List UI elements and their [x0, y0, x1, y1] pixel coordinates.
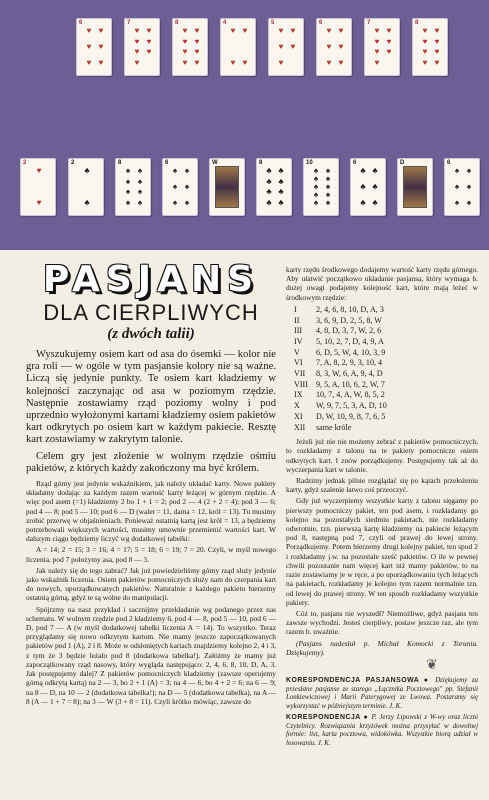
suit-icon: ♣ [278, 197, 284, 207]
row-number: IV [294, 336, 303, 346]
suit-icon: ♥ [374, 36, 380, 46]
suit-icon: ♥ [36, 166, 42, 175]
row-values: 6, D, 5, W, 4, 10, 3, 9 [316, 347, 386, 357]
suit-icon: ♥ [194, 26, 200, 35]
playing-card [397, 158, 433, 216]
playing-card [115, 158, 151, 216]
playing-card [256, 158, 292, 216]
suit-icon: ♥ [338, 26, 344, 35]
body-paragraph: A = 14; 2 = 15; 3 = 16; 4 = 17; 5 = 18; 6 = 19; 7 = 20. Czyli, w myśl nowego liczenia, pod 7 położymy asa, pod 8 — 3. [26, 545, 276, 564]
page-title: PASJANS [42, 259, 260, 300]
playing-card [444, 158, 480, 216]
row-number: V [294, 347, 300, 357]
card-pips [76, 167, 98, 207]
table-row [294, 348, 478, 359]
playing-card [162, 158, 198, 216]
playing-card [412, 18, 448, 76]
suit-icon: ♥ [422, 36, 428, 46]
body-paragraph: Jeżeli już nie nie możemy zebrać z pakietów pomocniczych, to rozkładamy z talonu na te pakiety pomocnicze osiem odkrytych kart. I znów porządkujemy. Postępujemy tak aż do wyczerpania kart w talonie. [286, 437, 478, 474]
card-index: 7 [367, 20, 371, 26]
suit-icon: ♠ [325, 174, 331, 183]
card-index: 2 [23, 160, 27, 166]
suit-icon: ♣ [278, 187, 284, 197]
row-number: X [294, 401, 300, 411]
suit-icon: ♠ [466, 182, 472, 191]
suit-icon: ♠ [172, 182, 178, 191]
suit-icon: ♥ [374, 47, 380, 57]
flower-ornament-icon: ❦ [426, 657, 438, 673]
card-index: 10 [306, 160, 313, 166]
suit-icon: ♠ [184, 166, 190, 175]
suit-icon: ♥ [182, 36, 188, 46]
card-pips [358, 167, 380, 207]
suit-icon: ♥ [386, 26, 392, 35]
suit-icon: ♥ [98, 58, 104, 67]
right-column [286, 265, 478, 752]
suit-icon: ♥ [434, 47, 440, 57]
table-row [294, 316, 478, 327]
card-index: 6 [353, 160, 357, 166]
suit-icon: ♣ [360, 166, 366, 175]
suit-icon: ♠ [454, 182, 460, 191]
suit-icon: ♣ [360, 198, 366, 207]
suit-icon: ♥ [36, 198, 42, 207]
correspondence-text: ● P. Jerzy Lipowski z W-wy oraz liczni Czytelnicy. Rozwiązania krzyżówek można przysyłać w dowolnej formie: list, karta pocztowa, widokówka. Wszystkie biorą udział w losowaniu. J. K. [286, 714, 478, 748]
suit-icon: ♥ [278, 26, 284, 35]
card-pips [123, 167, 145, 207]
row-values: 7, A, 8, 2, 9, 3, 10, 4 [316, 358, 383, 368]
suit-icon: ♠ [466, 198, 472, 207]
suit-icon: ♠ [325, 198, 331, 207]
playing-card [364, 18, 400, 76]
playing-card [209, 158, 245, 216]
suit-icon: ♥ [374, 57, 380, 67]
card-pips [28, 167, 50, 207]
card-index: 6 [165, 160, 169, 166]
row-number: IX [294, 390, 303, 400]
card-pips [180, 27, 202, 67]
suit-icon: ♠ [125, 197, 131, 207]
suit-icon: ♠ [172, 166, 178, 175]
body-paragraph: Cóż to, pasjans nie wyszedł? Niemożliwe, gdyż pasjans ten zawsze wychodzi. Jesteś cierpliwy, postaw jeszcze raz, ale tym razem b. uważnie. [286, 608, 478, 637]
left-column [26, 349, 276, 708]
sequence-table [294, 305, 478, 433]
body-paragraph: karty rzędu środkowego dodajemy wartość karty rzędu górnego. Aby ułatwić początkowo układanie pasjansa, który wymaga b. dużej uwagi podajemy kolejność kart, które mają leżeć w środkowym rzędzie: [286, 265, 478, 302]
correspondence-text: ● Dziękujemy za przesłane pasjanse ze starego „Łącznika Pocztowego" pp. Stefanii Lonkiewiczowej i Marii Paterygowej ze Lwowa. Postaramy się wykorzystać w późniejszym terminie. J. K. [286, 676, 478, 710]
suit-icon: ♥ [134, 26, 140, 35]
suit-icon: ♥ [374, 26, 380, 35]
suit-icon: ♣ [84, 198, 90, 207]
card-index: 4 [223, 20, 227, 26]
suit-icon: ♣ [266, 197, 272, 207]
card-index: 7 [127, 20, 131, 26]
subtitle-note: (z dwóch talii) [107, 326, 195, 342]
suit-icon: ♥ [194, 57, 200, 67]
body-paragraph: Radzimy jednak pilnie rozglądać się po kątach przełożeniu karty, gdyż szalenie łatwo coś przeoczyć. [286, 476, 478, 495]
body-paragraph: Spójrzmy na nasz przykład i sacznijmy przekładanie wg podanego przez nas schematu. W wolnym rzędzie pod 2 kładziemy 6, pod 4 — 8, pod 5 — 10, pod 6 — D, pod 7 — A (w myśl dodatkowej tabelki liczenia A = 14). To wszystko. Teraz przyglądamy się nowo odkrytym kartom. Nie mamy jeszcze zapoczątkowanych pakietów pod 1 (A), 2 i 8. Może w odsłoniętych kartach znajdziemy kolejno 2, 4 i 3, z tym że 3 będzie leżało pod 8 (dodatkowa tabelka!). Załóżmy że mamy już zapoczątkowany rząd nasowy, który wygląda następująco: 2, 4, 6, 8, 10, D, A, 3. Jak postępujemy dalej? Z pakietów pomocniczych kładziemy (zawsze operujemy górną odkrytą kartą) na 2 — 3, bo 2 + 1 (A) = 3; na 4 — 6, bo 4 + 2 = 6; na 6 — 9; na 8 — D, na 10 — 2 (dodatkowa tabelka!); na D — 5 (dodatkowa tabelka), na A — 8 (A — 1 + 7 = 8); na 3 — W (3 + 8 = 11). Czyli krótko mówiąc, zawsze do [26, 604, 276, 706]
suit-icon: ♣ [266, 176, 272, 186]
playing-card [268, 18, 304, 76]
row-values: 5, 10, 2, 7, D, 4, 9, A [316, 336, 384, 346]
suit-icon: ♥ [146, 36, 152, 46]
lead-paragraph: Celem gry jest złożenie w wolnym rzędzie ośmiu pakietów, z których każdy zakończony ma być królem. [26, 450, 276, 474]
card-index: 8 [415, 20, 419, 26]
card-pips [132, 27, 154, 67]
lead-paragraphs [26, 349, 276, 475]
suit-icon: ♠ [313, 166, 319, 175]
card-index: 6 [79, 20, 83, 26]
card-pips [170, 167, 192, 207]
suit-icon: ♥ [338, 42, 344, 51]
card-index: 8 [259, 160, 263, 166]
card-pips [228, 27, 250, 67]
suit-icon: ♣ [278, 176, 284, 186]
table-row [294, 390, 478, 401]
card-index: 6 [319, 20, 323, 26]
card-index: D [400, 160, 405, 166]
table-row [294, 337, 478, 348]
suit-icon: ♠ [313, 182, 319, 191]
suit-icon: ♠ [137, 197, 143, 207]
table-row [294, 423, 478, 434]
row-values: same króle [316, 422, 352, 432]
suit-icon: ♥ [278, 58, 284, 67]
table-row [294, 305, 478, 316]
suit-icon: ♠ [172, 198, 178, 207]
suit-icon: ♥ [338, 58, 344, 67]
suit-icon: ♥ [98, 42, 104, 51]
suit-icon: ♠ [313, 190, 319, 199]
suit-icon: ♥ [182, 47, 188, 57]
row-number: VIII [294, 379, 308, 389]
playing-card [76, 18, 112, 76]
table-row [294, 358, 478, 369]
card-index: W [212, 160, 218, 166]
suit-icon: ♥ [86, 58, 92, 67]
correspondence-item [286, 714, 478, 748]
credit-note: (Pasjans nadesłał p. Michał Komocki z Torunia. Dziękujemy). [286, 638, 478, 657]
card-pips [452, 167, 474, 207]
card-index: 6 [447, 160, 451, 166]
suit-icon: ♥ [134, 36, 140, 46]
row-number: III [294, 326, 303, 336]
suit-icon: ♥ [326, 26, 332, 35]
suit-icon: ♥ [422, 47, 428, 57]
subtitle: DLA CIERPLIWYCH [43, 300, 259, 325]
suit-icon: ♠ [125, 187, 131, 197]
suit-icon: ♥ [278, 42, 284, 51]
suit-icon: ♥ [146, 47, 152, 57]
body-paragraph: Gdy już wyczerpiemy wszystkie karty z talonu sięgamy po pierwszy pomocniczy pakiet, ten pod asem, i rozkładamy go kolejno na pozostałych siedmiu pakietach, nie rozkładamy odwrotnie, tzn. pierwszą kartę kładziemy na pakiecie leżącym pod 8, następną pod 7, czyli od prawej do lewej strony. Porządkujemy. Potem bierzemy drugi kolejny pakiet, ten spod 2 i rozkładamy j.w. na pozostałe sześć pakietów. O ile w pewnej chwili pozostanie nam więcej kart niż mamy pakietów, to na razie zostawiamy je w ręce, a po uporządkowaniu tych leżących na pakietach, rozkładamy je kolejno tym razem normalnie tzn. od lewej do prawej strony. W ten sposób rozkładamy wszystkie pakiety. [286, 496, 478, 607]
suit-icon: ♠ [125, 166, 131, 175]
card-pips [420, 27, 442, 67]
row-number: XII [294, 422, 306, 432]
suit-icon: ♥ [194, 47, 200, 57]
suit-icon: ♥ [422, 57, 428, 67]
suit-icon: ♠ [466, 166, 472, 175]
card-pips [372, 27, 394, 67]
card-pips [311, 167, 333, 207]
playing-card [68, 158, 104, 216]
suit-icon: ♥ [434, 26, 440, 35]
playing-card [124, 18, 160, 76]
card-pips [324, 27, 346, 67]
suit-icon: ♠ [325, 166, 331, 175]
playing-card [316, 18, 352, 76]
court-figure-icon [215, 166, 239, 208]
suit-icon: ♠ [184, 198, 190, 207]
playing-card [172, 18, 208, 76]
suit-icon: ♥ [230, 58, 236, 67]
row-values: 2, 4, 6, 8, 10, D, A, 3 [316, 304, 384, 314]
suit-icon: ♥ [386, 47, 392, 57]
suit-icon: ♥ [242, 26, 248, 35]
suit-icon: ♥ [290, 42, 296, 51]
suit-icon: ♥ [134, 47, 140, 57]
suit-icon: ♠ [137, 166, 143, 175]
suit-icon: ♥ [326, 42, 332, 51]
suit-icon: ♥ [326, 58, 332, 67]
row-values: 10, 7, 4, A, W, 8, 5, 2 [316, 390, 385, 400]
row-number: II [294, 315, 300, 325]
card-pips [264, 167, 286, 207]
table-row [294, 369, 478, 380]
table-row [294, 412, 478, 423]
suit-icon: ♥ [194, 36, 200, 46]
suit-icon: ♠ [137, 176, 143, 186]
suit-icon: ♥ [146, 26, 152, 35]
suit-icon: ♠ [137, 187, 143, 197]
court-figure-icon [403, 166, 427, 208]
suit-icon: ♠ [454, 166, 460, 175]
row-values: 9, 5, A, 10, 6, 2, W, 7 [316, 379, 385, 389]
card-index: 2 [71, 160, 75, 166]
row-number: VII [294, 369, 306, 379]
suit-icon: ♠ [454, 198, 460, 207]
suit-icon: ♣ [372, 166, 378, 175]
suit-icon: ♥ [290, 26, 296, 35]
suit-icon: ♠ [325, 190, 331, 199]
body-paragraph: Rząd górny jest jedynie wskaźnikiem, jak należy układać karty. Nowe pakiety składamy dodając za każdym razem wartość karty leżącej w górnym rzędzie. A więc pod asem (=1) kładziemy 2 bo 1 + 1 = 2; pod 2 — 4 (2 + 2 = 4); pod 3 — 6; pod 4 — 8; pod 5 — 10; pod 6 — D (walet = 11, dama = 12, król = 13). Tu musimy zrobić przerwę w objaśnieniach. Ponieważ ostatnią kartą jest król = 13, a będziemy potrzebowali większych wartości, musimy umownie przemienić wartości kart. W dalszym ciągu będziemy liczyć wg dodatkowej tabelki: [26, 479, 276, 544]
row-values: 8, 3, W, 6, A, 9, 4, D [316, 369, 383, 379]
suit-icon: ♥ [86, 26, 92, 35]
suit-icon: ♣ [266, 187, 272, 197]
correspondence-heading: KORESPONDENCJA PASJANSOWA [286, 676, 420, 684]
suit-icon: ♣ [278, 166, 284, 175]
suit-icon: ♣ [266, 166, 272, 175]
suit-icon: ♠ [184, 182, 190, 191]
suit-icon: ♣ [84, 166, 90, 175]
suit-icon: ♠ [313, 174, 319, 183]
playing-card [350, 158, 386, 216]
row-values: W, 9, 7, 5, 3, A, D, 10 [316, 401, 387, 411]
suit-icon: ♣ [372, 198, 378, 207]
suit-icon: ♣ [360, 182, 366, 191]
card-index: 8 [175, 20, 179, 26]
suit-icon: ♥ [434, 36, 440, 46]
suit-icon: ♥ [98, 26, 104, 35]
suit-icon: ♥ [182, 57, 188, 67]
suit-icon: ♥ [242, 58, 248, 67]
correspondence-item [286, 677, 478, 711]
table-row [294, 401, 478, 412]
suit-icon: ♥ [422, 26, 428, 35]
row-number: I [294, 304, 297, 314]
lead-paragraph: Wyszukujemy osiem kart od asa do ósemki — kolor nie gra roli — w ogóle w tym pasjansie kolory nie są ważne. Liczą się jedynie punkty. Te osiem kart kładziemy w kolejności zaczynając od asa w poziomym rzędzie. Następnie zostawiamy rząd poziomy wolny i pod uprzednio wyłożonymi kartami kładziemy osiem pakietów kart odkrytych po osiem kart w każdym pakiecie. Resztę kart zostawiamy w zakrytym talonie. [26, 349, 276, 446]
card-index: 5 [271, 20, 275, 26]
card-index: 8 [118, 160, 122, 166]
suit-icon: ♥ [230, 26, 236, 35]
suit-icon: ♣ [372, 182, 378, 191]
row-values: D, W, 10, 9, 8, 7, 6, 5 [316, 411, 386, 421]
playing-card [303, 158, 339, 216]
suit-icon: ♥ [134, 57, 140, 67]
suit-icon: ♥ [386, 36, 392, 46]
body-paragraph: Jak należy się do tego zabrać? Jak już powiedzieliśmy górny rząd służy jedynie jako wskaźnik liczenia. Osiem pakietów pomocniczych służy nam do czerpania kart do nowych, uporządkowanych pakietów. Naturalnie z każdego pakietu bierzemy ostatnią górną, gdyż te są wolne do manipulacji. [26, 565, 276, 603]
row-values: 4, 8, D, 3, 7, W, 2, 6 [316, 326, 382, 336]
row-number: VI [294, 358, 303, 368]
suit-icon: ♠ [125, 176, 131, 186]
correspondence-heading: KORESPONDENCJA [286, 714, 361, 722]
suit-icon: ♠ [313, 198, 319, 207]
card-pips [84, 27, 106, 67]
playing-card [20, 158, 56, 216]
suit-icon: ♥ [86, 42, 92, 51]
row-number: XI [294, 411, 303, 421]
row-values: 3, 6, 9, D, 2, 5, 8, W [316, 315, 382, 325]
suit-icon: ♥ [182, 26, 188, 35]
correspondence [286, 677, 478, 749]
table-row [294, 380, 478, 391]
card-pips [276, 27, 298, 67]
suit-icon: ♥ [434, 57, 440, 67]
table-row [294, 326, 478, 337]
playing-card [220, 18, 256, 76]
suit-icon: ♠ [325, 182, 331, 191]
